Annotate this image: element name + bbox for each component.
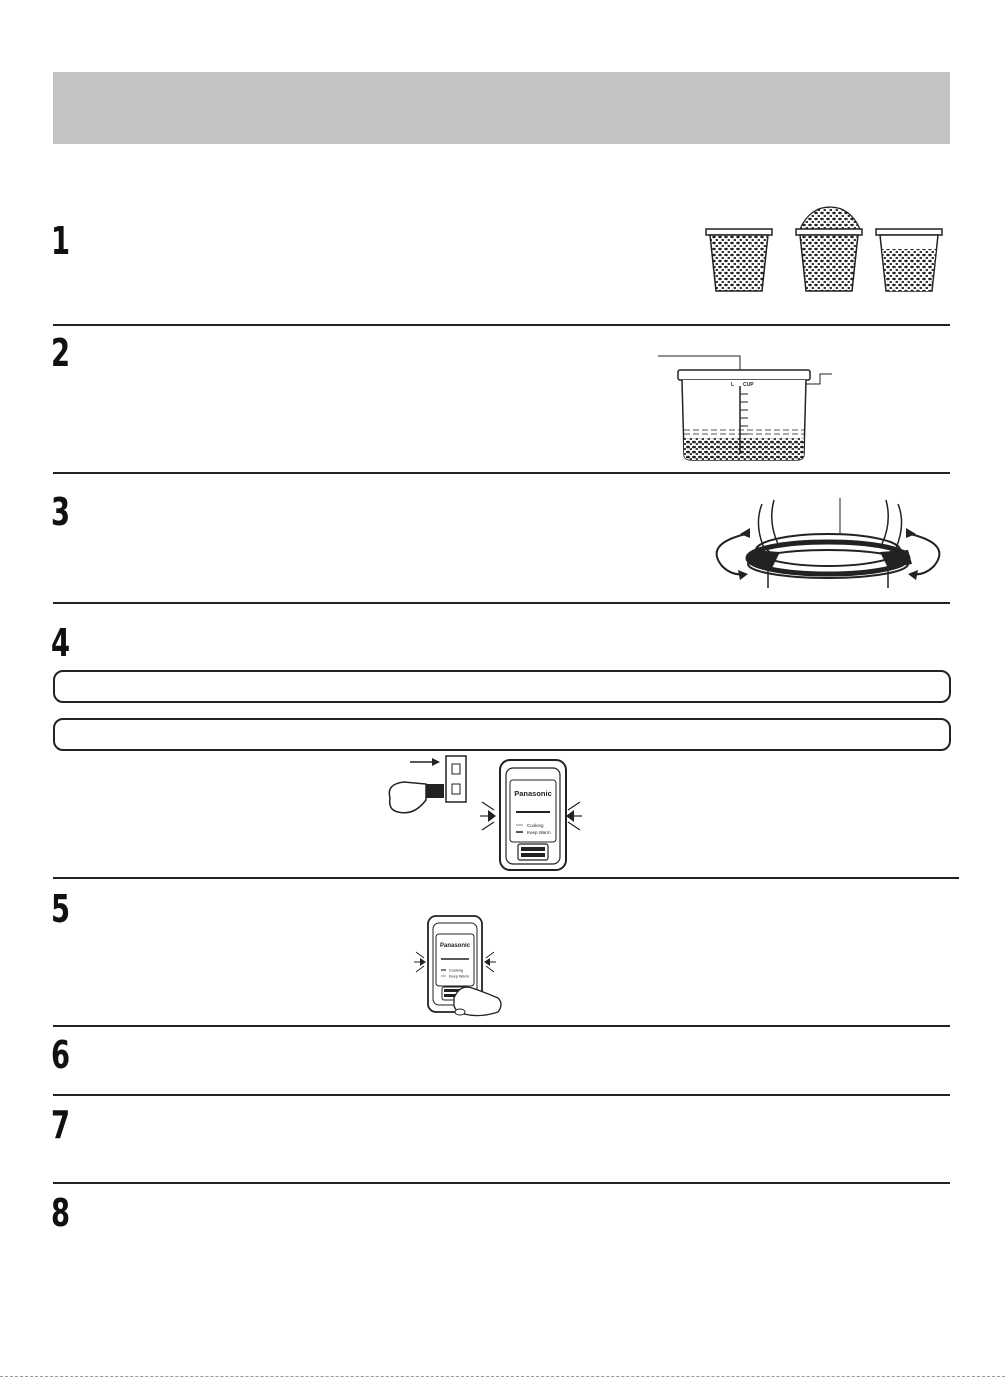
scale-label-l: L bbox=[731, 382, 735, 388]
step-number-1: 1 bbox=[51, 219, 71, 263]
divider-5 bbox=[53, 1025, 950, 1027]
indicator-keepwarm-small: Keep Warm bbox=[449, 974, 469, 979]
plug-into-outlet-illustration bbox=[384, 754, 474, 820]
cup-heaped-icon bbox=[796, 207, 862, 291]
arrow-right-icon bbox=[432, 758, 440, 766]
measuring-cups-illustration bbox=[700, 205, 950, 297]
divider-1 bbox=[53, 324, 950, 326]
indicator-cooking-small: Cooking bbox=[449, 968, 463, 973]
brand-logo-small: Panasonic bbox=[439, 943, 471, 949]
divider-7 bbox=[53, 1182, 950, 1184]
brand-logo-large: Panasonic bbox=[514, 789, 552, 798]
indicator-keepwarm-large: Keep Warm bbox=[527, 830, 551, 835]
step-number-7: 7 bbox=[51, 1103, 71, 1147]
rotate-right-arrow-icon bbox=[910, 534, 939, 574]
indicator-cooking-large: Cooking bbox=[527, 823, 544, 828]
step-number-4: 4 bbox=[51, 621, 71, 665]
step-number-5: 5 bbox=[51, 887, 71, 931]
divider-3 bbox=[53, 602, 950, 604]
header-band bbox=[53, 72, 950, 144]
divider-4 bbox=[53, 877, 959, 879]
cup-level-icon bbox=[706, 229, 772, 291]
note-box-1 bbox=[53, 670, 951, 703]
step-number-6: 6 bbox=[51, 1033, 71, 1077]
divider-6 bbox=[53, 1094, 950, 1096]
page-edge bbox=[0, 1376, 1005, 1377]
step-number-3: 3 bbox=[51, 490, 71, 534]
scale-label-cup: CUP bbox=[743, 382, 754, 388]
note-box-2 bbox=[53, 718, 951, 751]
step-number-2: 2 bbox=[51, 331, 71, 375]
cup-partial-icon bbox=[876, 229, 942, 291]
rotate-left-arrow-icon bbox=[717, 534, 746, 574]
control-panel-large-illustration bbox=[480, 758, 582, 874]
step-number-8: 8 bbox=[51, 1191, 71, 1235]
divider-2 bbox=[53, 472, 950, 474]
rotate-pot-illustration bbox=[702, 494, 954, 590]
control-panel-small-illustration bbox=[414, 914, 506, 1020]
inner-pot-scale-illustration bbox=[650, 350, 850, 465]
